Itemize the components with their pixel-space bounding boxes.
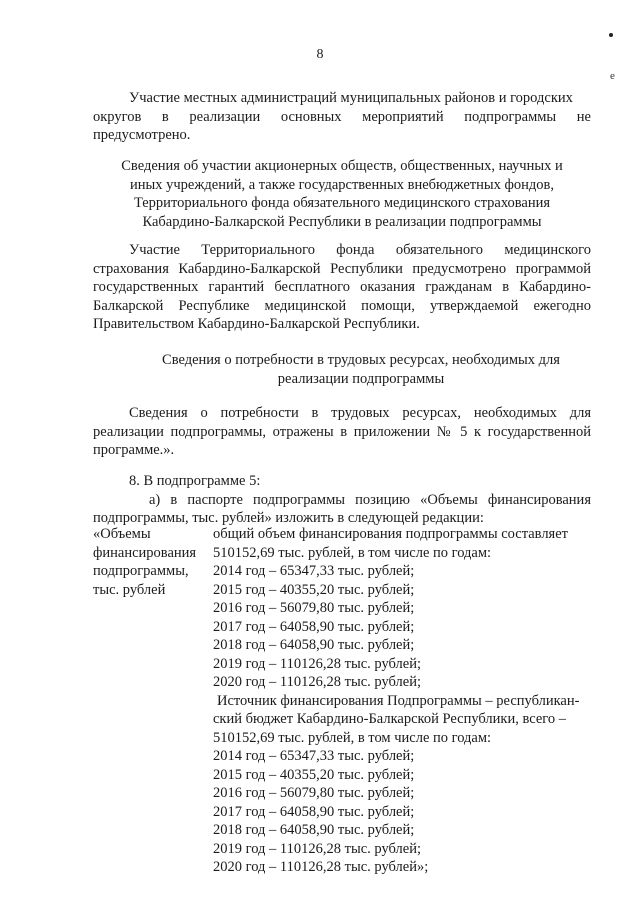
text-line: Балкарской Республике медицинской помощи, утверждаемой ежегодно	[93, 297, 591, 314]
passport-value	[213, 525, 591, 877]
year-amount: 2017 год – 64058,90 тыс. рублей;	[213, 618, 415, 635]
heading-line: иных учреждений, а также государственных внебюджетных фондов,	[130, 176, 554, 193]
label-line: финансирования	[93, 544, 197, 561]
label-line: тыс. рублей	[93, 581, 166, 598]
year-amount: 2016 год – 56079,80 тыс. рублей;	[213, 600, 415, 616]
source-line: Источник финансирования Подпрограммы – республикан-	[217, 692, 580, 709]
year-amount: 2018 год – 64058,90 тыс. рублей;	[213, 822, 415, 838]
year-amount: 2019 год – 110126,28 тыс. рублей;	[213, 840, 421, 857]
heading-line: Сведения об участии акционерных обществ, общественных, научных и	[121, 158, 563, 174]
text-line: округов в реализации основных мероприятий подпрограммы не	[93, 108, 591, 125]
year-amount: 2020 год – 110126,28 тыс. рублей»;	[213, 859, 429, 875]
source-line: 510152,69 тыс. рублей, в том числе по годам:	[213, 729, 492, 746]
text-line: Правительством Кабардино-Балкарской Республики.	[93, 316, 420, 332]
page-number: 8	[316, 47, 324, 62]
heading-labor-resources	[130, 351, 592, 388]
year-amount: 2014 год – 65347,33 тыс. рублей;	[213, 748, 415, 764]
text-line: реализации подпрограммы, отражены в приложении № 5 к государственной	[93, 423, 591, 440]
year-amount: 2015 год – 40355,20 тыс. рублей;	[213, 581, 415, 598]
paragraph-labor-resources	[93, 404, 591, 460]
section-8	[93, 472, 591, 528]
text-line: страхования Кабардино-Балкарской Республики предусмотрено программой	[93, 260, 591, 277]
text-line: программе.».	[93, 442, 175, 458]
year-amount: 2019 год – 110126,28 тыс. рублей;	[213, 655, 421, 672]
year-amount: 2015 год – 40355,20 тыс. рублей;	[213, 766, 415, 783]
passport-label	[93, 525, 213, 599]
scan-mark-comma: e	[610, 70, 615, 82]
paragraph-territorial-fund	[93, 241, 591, 334]
text-line: Участие Территориального фонда обязательного медицинского	[129, 242, 591, 258]
year-amount: 2020 год – 110126,28 тыс. рублей;	[213, 674, 421, 690]
year-amount: 2017 год – 64058,90 тыс. рублей;	[213, 803, 415, 820]
heading-line: Кабардино-Балкарской Республики в реализации подпрограммы	[142, 213, 542, 230]
text-line: подпрограммы, тыс. рублей» изложить в следующей редакции:	[93, 510, 484, 526]
text-line: Участие местных администраций муниципальных районов и городских	[129, 90, 573, 106]
year-amount: 2016 год – 56079,80 тыс. рублей;	[213, 785, 415, 801]
text-line: предусмотрено.	[93, 127, 191, 143]
heading-line: Территориального фонда обязательного медицинского страхования	[133, 195, 551, 211]
paragraph-local-administrations	[93, 89, 591, 145]
total-line: 510152,69 тыс. рублей, в том числе по годам:	[213, 544, 492, 561]
scan-mark-dot	[609, 33, 613, 37]
year-amount: 2014 год – 65347,33 тыс. рублей;	[213, 563, 415, 579]
heading-line: реализации подпрограммы	[277, 370, 445, 387]
heading-participation	[93, 157, 591, 231]
text-line: а) в паспорте подпрограммы позицию «Объемы финансирования	[149, 491, 591, 508]
year-amount: 2018 год – 64058,90 тыс. рублей;	[213, 637, 415, 653]
label-line: «Объемы	[93, 526, 151, 542]
section-title: 8. В подпрограмме 5:	[129, 473, 261, 489]
label-line: подпрограммы,	[93, 563, 189, 579]
heading-line: Сведения о потребности в трудовых ресурсах, необходимых для	[162, 352, 560, 368]
total-line: общий объем финансирования подпрограммы составляет	[213, 526, 568, 542]
text-line: государственных гарантий бесплатного оказания гражданам в Кабардино-	[93, 279, 591, 295]
source-line: ский бюджет Кабардино-Балкарской Республики, всего –	[213, 711, 566, 727]
text-line: Сведения о потребности в трудовых ресурсах, необходимых для	[129, 405, 591, 421]
